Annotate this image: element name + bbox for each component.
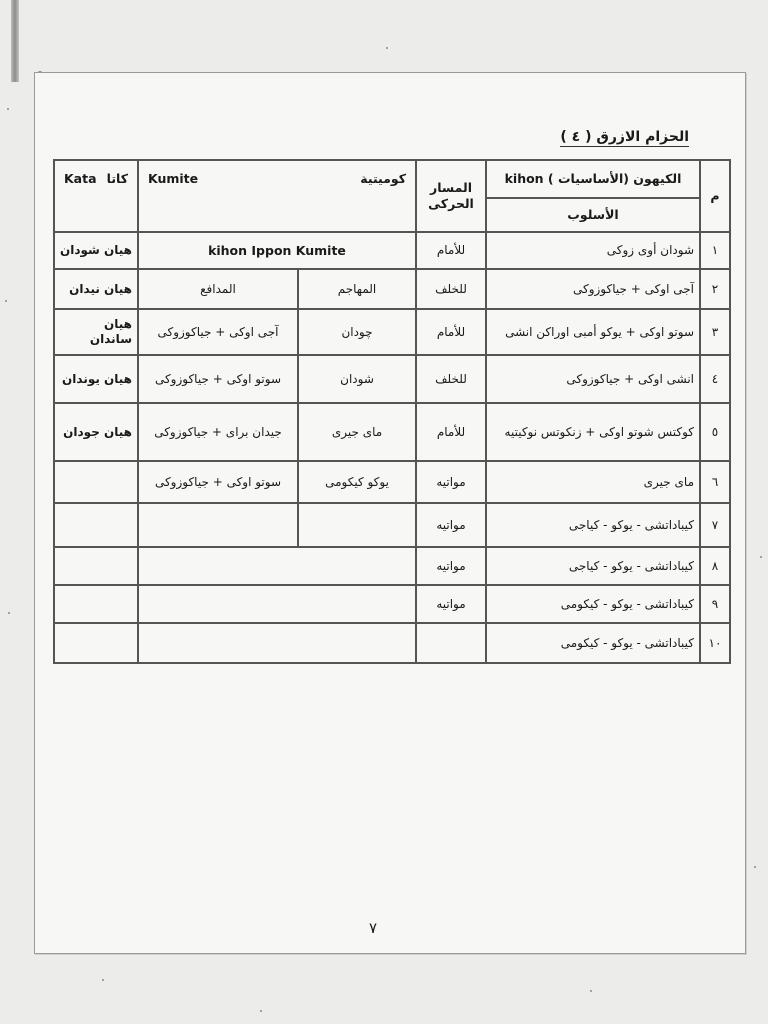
table-row xyxy=(54,585,730,623)
scan-speck xyxy=(5,300,7,302)
row-skill: كيباداتشى - يوكو - كياجى xyxy=(486,503,700,547)
defender-header: المدافع xyxy=(138,269,298,309)
document-page xyxy=(34,72,746,954)
row-kata: هيان جودان xyxy=(54,403,138,461)
header-num: م xyxy=(700,160,730,232)
header-kata-en: Kata xyxy=(64,171,97,186)
row-kumite-empty xyxy=(138,547,416,585)
row-path: للأمام xyxy=(416,232,486,269)
row-kata xyxy=(54,461,138,503)
scan-speck xyxy=(386,47,388,49)
row-skill: كوكتس شوتو اوكى + زنكوتس نوكيتيه xyxy=(486,403,700,461)
row-skill: كيباداتشى - يوكو - كيكومى xyxy=(486,585,700,623)
row-kata: هيان نيدان xyxy=(54,269,138,309)
curriculum-table xyxy=(53,159,731,664)
row-num: ٧ xyxy=(700,503,730,547)
scan-speck xyxy=(260,1010,262,1012)
row-path: للأمام xyxy=(416,309,486,355)
row-path: للخلف xyxy=(416,269,486,309)
row-skill: سوتو اوكى + يوكو أمبى اوراكن انشى xyxy=(486,309,700,355)
scan-speck xyxy=(754,866,756,868)
header-kumite xyxy=(138,160,416,232)
binder-edge xyxy=(11,0,19,82)
table-row xyxy=(54,269,730,309)
row-path xyxy=(416,623,486,663)
header-kumite-en: Kumite xyxy=(148,171,199,186)
header-path: المسار الحركى xyxy=(416,160,486,232)
row-path: مواتيه xyxy=(416,503,486,547)
row-kata xyxy=(54,585,138,623)
header-kumite-ar: كوميتية xyxy=(360,171,406,186)
ippon-kumite-label xyxy=(138,232,416,269)
row-kata: هيان شودان xyxy=(54,232,138,269)
row-kata xyxy=(54,503,138,547)
row-num: ٨ xyxy=(700,547,730,585)
row-path: مواتيه xyxy=(416,585,486,623)
row-skill: كيباداتشى - يوكو - كياجى xyxy=(486,547,700,585)
row-kata xyxy=(54,547,138,585)
header-kata-ar: كاتا xyxy=(106,171,128,186)
attacker-header: المهاجم xyxy=(298,269,416,309)
row-kata: هيان ساندان xyxy=(54,309,138,355)
scan-speck xyxy=(760,556,762,558)
row-skill: ماى جيرى xyxy=(486,461,700,503)
row-num: ٢ xyxy=(700,269,730,309)
row-defender xyxy=(138,503,298,547)
row-path: مواتيه xyxy=(416,547,486,585)
row-attacker: چودان xyxy=(298,309,416,355)
row-path: للأمام xyxy=(416,403,486,461)
row-kumite-empty xyxy=(138,623,416,663)
table-row xyxy=(54,503,730,547)
header-style: الأسلوب xyxy=(486,198,700,232)
row-attacker: يوكو كيكومى xyxy=(298,461,416,503)
row-defender: جيدان براى + جياكوزوكى xyxy=(138,403,298,461)
scan-speck xyxy=(7,108,9,110)
row-num: ٦ xyxy=(700,461,730,503)
scan-speck xyxy=(8,612,10,614)
table-row xyxy=(54,623,730,663)
page-number: ٧ xyxy=(369,919,378,937)
table-row xyxy=(54,232,730,269)
row-path: مواتيه xyxy=(416,461,486,503)
row-defender: سوتو اوكى + جياكوزوكى xyxy=(138,355,298,403)
row-skill: شودان أوى زوكى xyxy=(486,232,700,269)
table-row xyxy=(54,403,730,461)
table-row xyxy=(54,461,730,503)
row-attacker xyxy=(298,503,416,547)
header-kihon xyxy=(486,160,700,198)
row-num: ٩ xyxy=(700,585,730,623)
row-num: ٥ xyxy=(700,403,730,461)
page-title: الحزام الازرق ( ٤ ) xyxy=(560,129,689,145)
ippon-kumite-text: kihon Ippon Kumite xyxy=(208,242,346,258)
row-kumite-empty xyxy=(138,585,416,623)
row-num: ٣ xyxy=(700,309,730,355)
header-kihon-text: الكيهون (الأساسيات ) kihon xyxy=(504,171,682,187)
header-kata xyxy=(54,160,138,232)
row-skill: كيباداتشى - يوكو - كيكومى xyxy=(486,623,700,663)
scan-speck xyxy=(590,990,592,992)
row-defender: آجى اوكى + جياكوزوكى xyxy=(138,309,298,355)
row-num: ٤ xyxy=(700,355,730,403)
table-row xyxy=(54,547,730,585)
table-row xyxy=(54,309,730,355)
row-kata xyxy=(54,623,138,663)
row-skill: انشى اوكى + جياكوزوكى xyxy=(486,355,700,403)
row-defender: سوتو اوكى + جياكوزوكى xyxy=(138,461,298,503)
row-kata: هيان يوندان xyxy=(54,355,138,403)
row-skill: آجى اوكى + جياكوزوكى xyxy=(486,269,700,309)
row-attacker: شودان xyxy=(298,355,416,403)
row-path: للخلف xyxy=(416,355,486,403)
row-num: ١ xyxy=(700,232,730,269)
row-attacker: ماى جيرى xyxy=(298,403,416,461)
table-row xyxy=(54,355,730,403)
row-num: ١٠ xyxy=(700,623,730,663)
header-row xyxy=(54,160,730,198)
scan-speck xyxy=(102,979,104,981)
